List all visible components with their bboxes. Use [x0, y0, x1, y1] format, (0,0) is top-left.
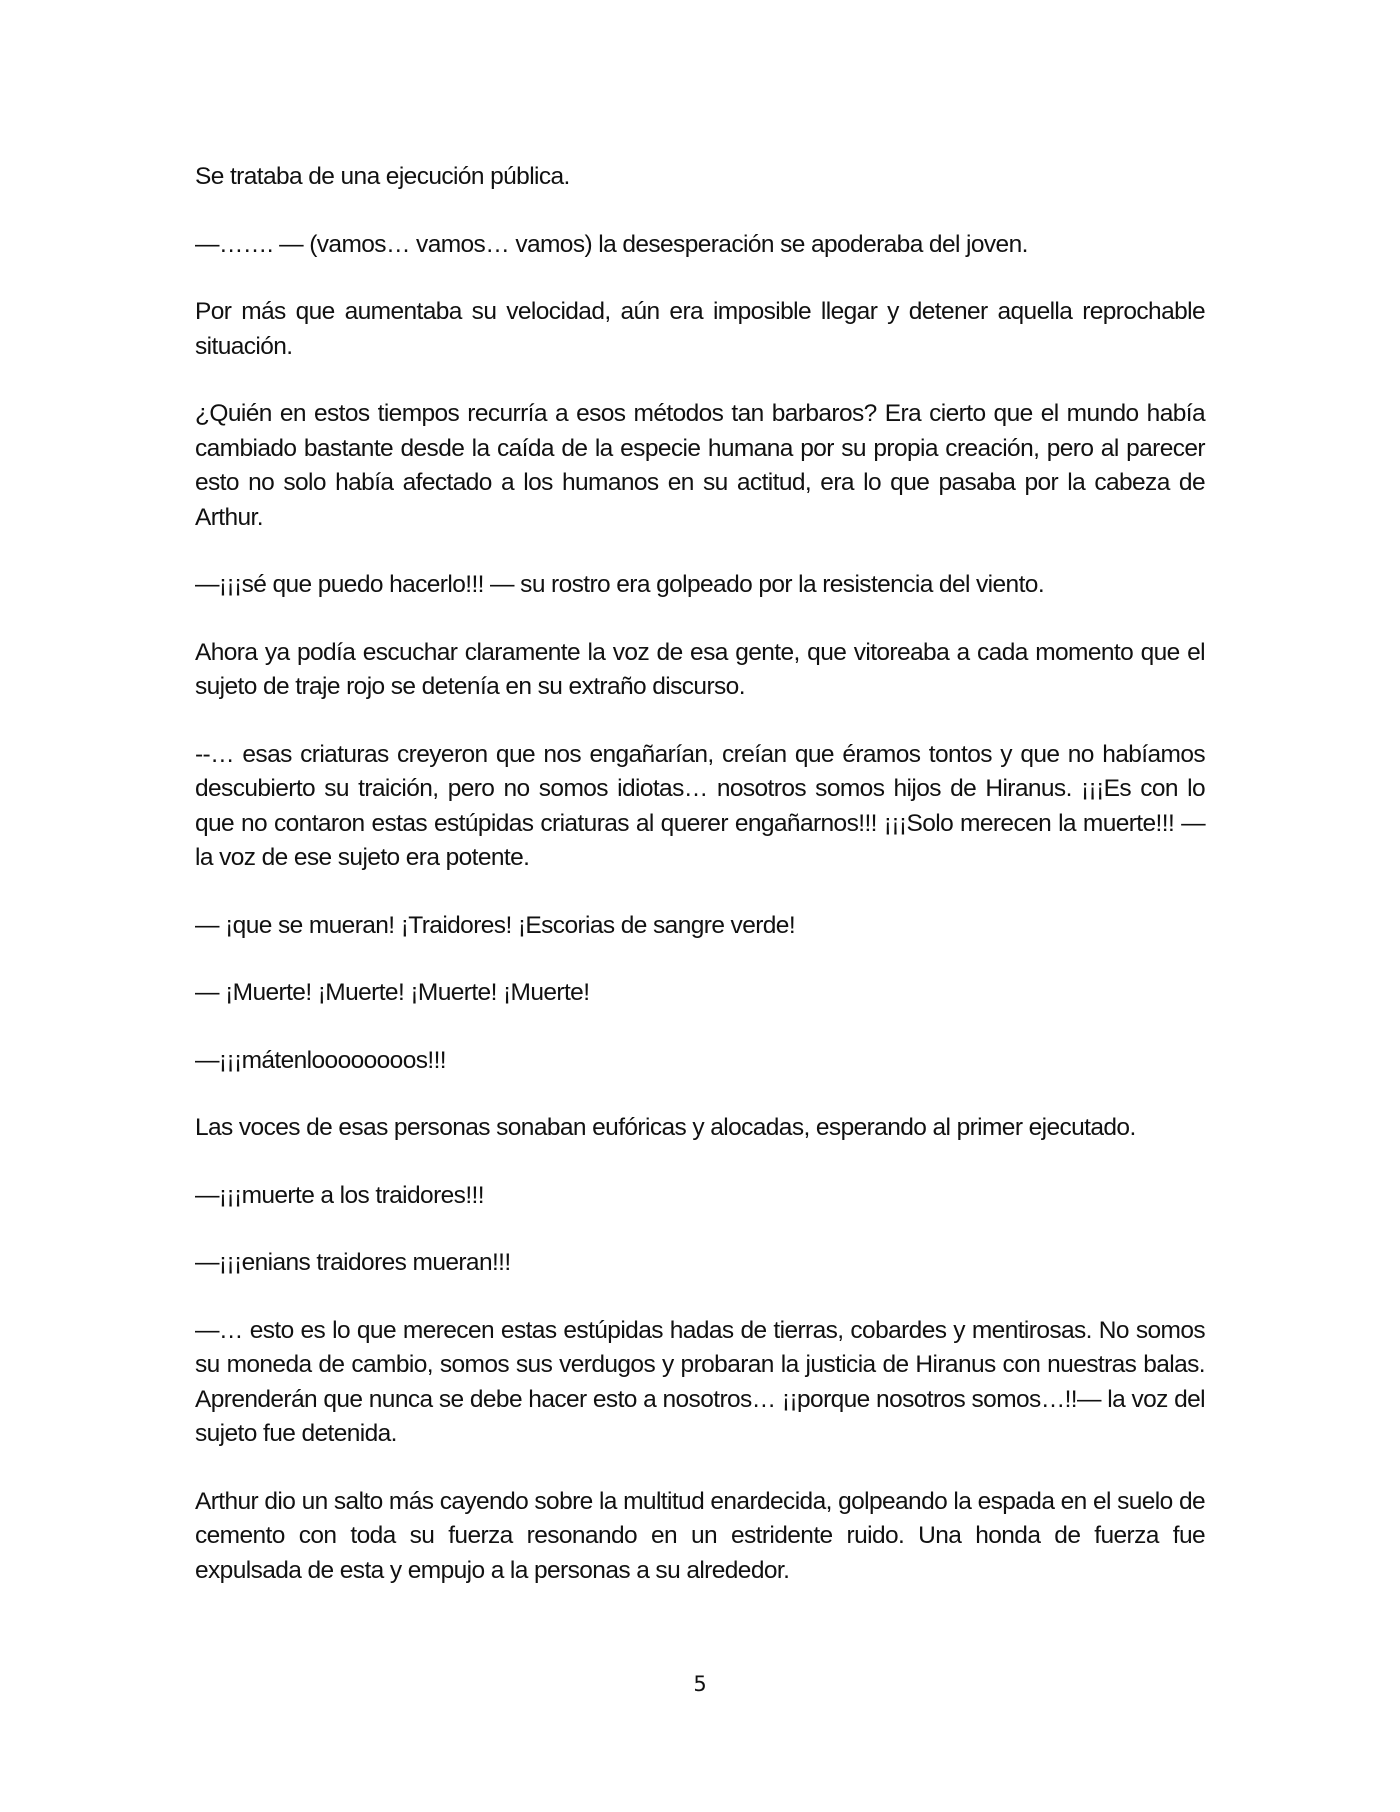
paragraph: ¿Quién en estos tiempos recurría a esos métodos tan barbaros? Era cierto que el mundo había cambiado bastante desde la caída de la especie humana por su propia creación, pero al parecer esto no solo había afectado a los humanos en su actitud, era lo que pasaba por la cabeza de Arthur. [195, 400, 1205, 531]
paragraph: —¡¡¡enians traidores mueran!!! [195, 1249, 511, 1276]
paragraph: —……. — (vamos… vamos… vamos) la desesperación se apoderaba del joven. [195, 230, 1028, 258]
paragraph: — ¡que se mueran! ¡Traidores! ¡Escorias de sangre verde! [195, 911, 796, 939]
paragraph: Se trataba de una ejecución pública. [195, 163, 570, 190]
paragraph: —… esto es lo que merecen estas estúpidas hadas de tierras, cobardes y mentirosas. No somos su moneda de cambio, somos sus verdugos y probaran la justicia de Hiranus con nuestras balas. Aprenderán que nunca se debe hacer esto a nosotros… ¡¡porque nosotros somos…!!— la voz del sujeto fue detenida. [195, 1316, 1205, 1447]
document-body [195, 160, 1205, 1621]
paragraph: Por más que aumentaba su velocidad, aún era imposible llegar y detener aquella reprochable situación. [195, 298, 1205, 360]
page-number: 5 [693, 1672, 707, 1696]
paragraph: Ahora ya podía escuchar claramente la voz de esa gente, que vitoreaba a cada momento que el sujeto de traje rojo se detenía en su extraño discurso. [195, 638, 1205, 700]
paragraph: --… esas criaturas creyeron que nos engañarían, creían que éramos tontos y que no habíamos descubierto su traición, pero no somos idiotas… nosotros somos hijos de Hiranus. ¡¡¡Es con lo que no contaron estas estúpidas criaturas al querer engañarnos!!! ¡¡¡Solo merecen la muerte!!! — la voz de ese sujeto era potente. [195, 740, 1205, 871]
paragraph: —¡¡¡sé que puedo hacerlo!!! — su rostro era golpeado por la resistencia del viento. [195, 571, 1045, 598]
paragraph: —¡¡¡mátenloooooooos!!! [195, 1046, 446, 1074]
paragraph: Arthur dio un salto más cayendo sobre la multitud enardecida, golpeando la espada en el suelo de cemento con toda su fuerza resonando en un estridente ruido. Una honda de fuerza fue expulsada de esta y empujo a la personas a su alrededor. [195, 1487, 1205, 1584]
paragraph: —¡¡¡muerte a los traidores!!! [195, 1181, 484, 1209]
paragraph: — ¡Muerte! ¡Muerte! ¡Muerte! ¡Muerte! [195, 979, 590, 1006]
paragraph: Las voces de esas personas sonaban eufóricas y alocadas, esperando al primer ejecutado. [195, 1114, 1136, 1141]
